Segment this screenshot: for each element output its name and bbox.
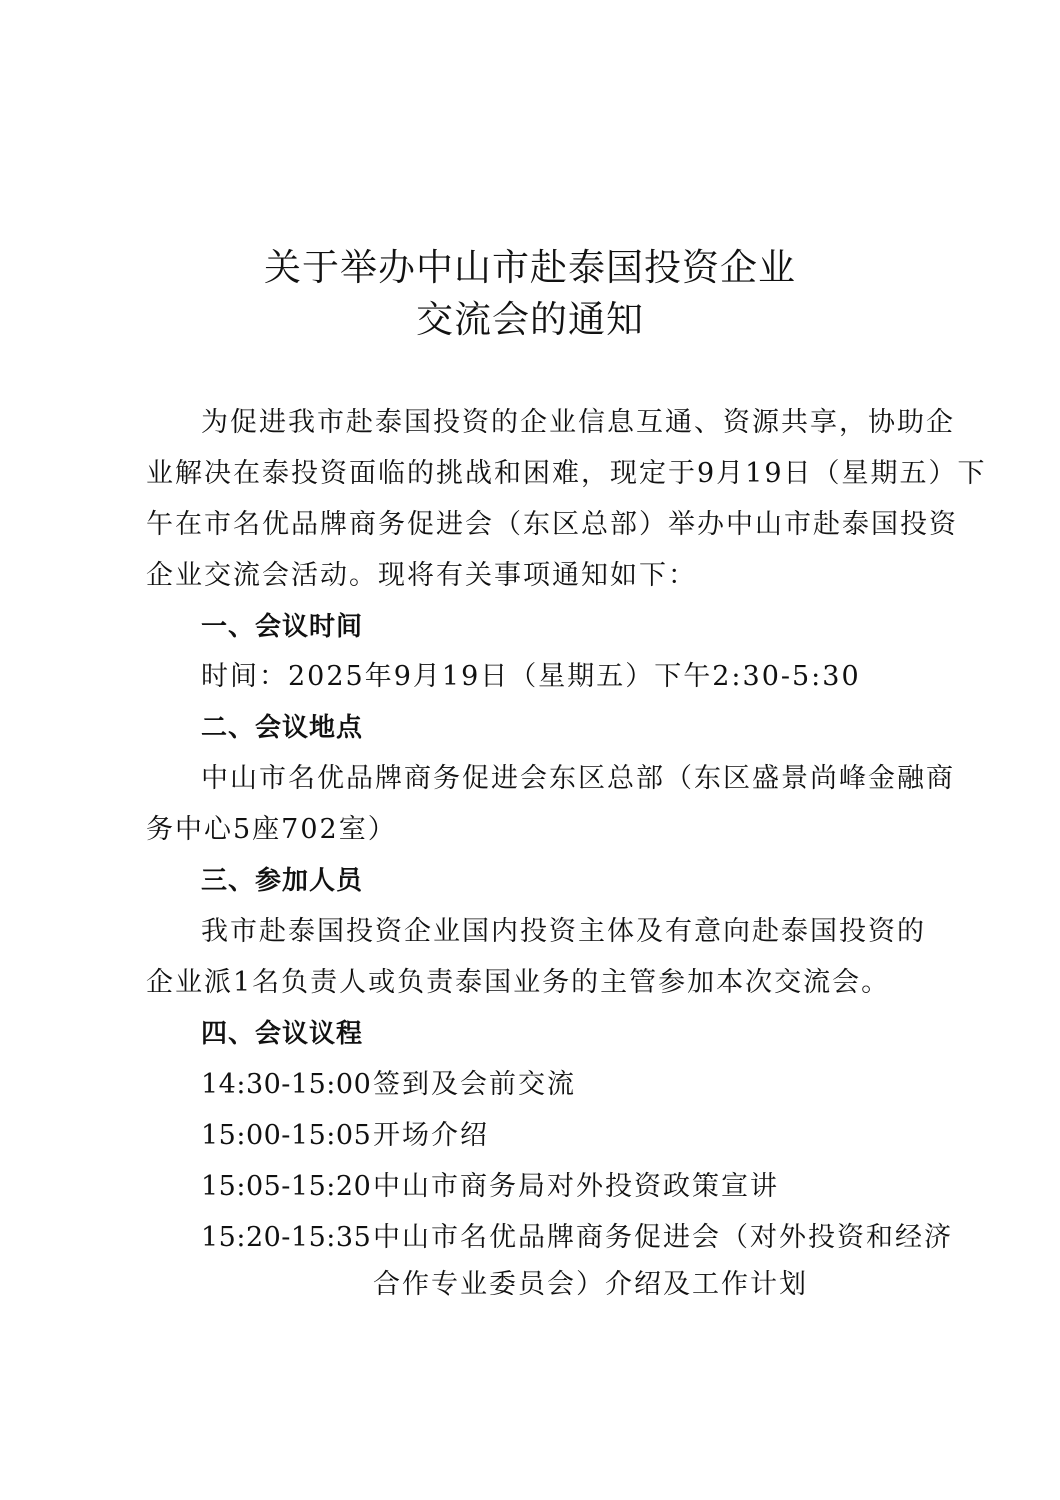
agenda-row — [201, 1220, 953, 1256]
section-heading-agenda: 四、会议议程 — [201, 1019, 364, 1049]
section-heading-time: 一、会议时间 — [201, 612, 364, 642]
participants-line-2: 企业派1名负责人或负责泰国业务的主管参加本次交流会。 — [146, 967, 891, 998]
section-heading-place: 二、会议地点 — [201, 713, 364, 743]
agenda-row — [201, 1118, 489, 1154]
intro-line-3: 午在市名优品牌商务促进会（东区总部）举办中山市赴泰国投资 — [146, 509, 958, 540]
agenda-item: 中山市名优品牌商务促进会（对外投资和经济 — [373, 1222, 953, 1253]
title-line-1: 关于举办中山市赴泰国投资企业 — [264, 246, 796, 289]
agenda-item-continuation: 合作专业委员会）介绍及工作计划 — [373, 1269, 808, 1300]
agenda-item: 签到及会前交流 — [373, 1069, 576, 1100]
section-heading-participants: 三、参加人员 — [201, 866, 364, 896]
agenda-row — [201, 1067, 576, 1103]
agenda-item: 中山市商务局对外投资政策宣讲 — [373, 1171, 779, 1202]
agenda-item: 开场介绍 — [373, 1120, 489, 1151]
meeting-place-line-2: 务中心5座702室） — [146, 814, 397, 845]
participants-line-1: 我市赴泰国投资企业国内投资主体及有意向赴泰国投资的 — [201, 916, 926, 947]
meeting-time-text: 时间：2025年9月19日（星期五）下午2:30-5:30 — [201, 661, 861, 692]
agenda-time: 15:20-15:35 — [201, 1222, 372, 1253]
intro-line-1: 为促进我市赴泰国投资的企业信息互通、资源共享，协助企 — [201, 407, 955, 438]
intro-line-2: 业解决在泰投资面临的挑战和困难，现定于9月19日（星期五）下 — [146, 458, 987, 489]
title-line-2: 交流会的通知 — [416, 298, 644, 341]
agenda-time: 14:30-15:00 — [201, 1069, 372, 1100]
agenda-time: 15:00-15:05 — [201, 1120, 372, 1151]
meeting-place-line-1: 中山市名优品牌商务促进会东区总部（东区盛景尚峰金融商 — [201, 763, 955, 794]
intro-line-4: 企业交流会活动。现将有关事项通知如下： — [146, 560, 697, 591]
agenda-row — [201, 1169, 779, 1205]
agenda-time: 15:05-15:20 — [201, 1171, 372, 1202]
